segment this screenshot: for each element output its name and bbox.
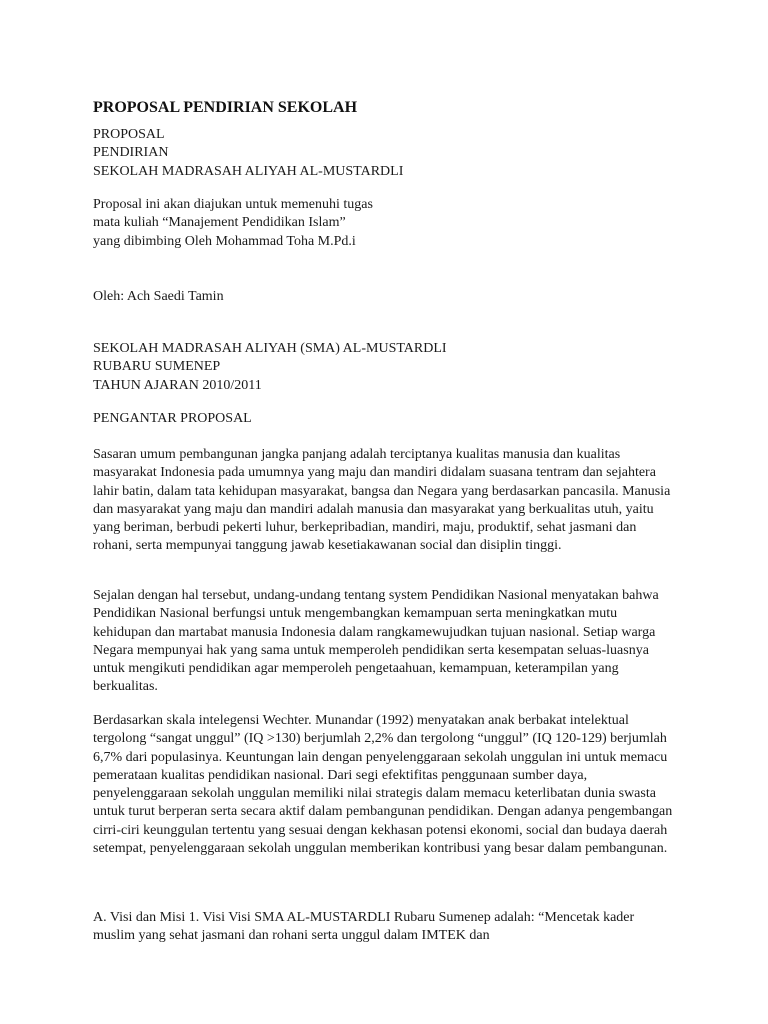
paragraph-line: Setiap warga Negara mempunyai hak yang sama untuk memperoleh pendidikan serta [93,624,656,658]
purpose-line: Proposal ini akan diajukan untuk memenuhi tugas [93,197,373,212]
institution-lines [93,340,688,395]
visi-line: 1. Visi [188,910,225,925]
paragraph-line: mutu kehidupan dan martabat manusia Indonesia dalam rangkamewujudkan tujuan nasional. [93,606,618,640]
paragraph-line: kemampuan, keterampilan yang berkualitas. [93,661,619,695]
purpose-line: mata kuliah “Manajement Pendidikan Islam” [93,215,346,231]
document-title: PROPOSAL PENDIRIAN SEKOLAH [93,99,358,116]
paragraph-line: penggunaan sumber daya, penyelenggaraan sekolah unggulan memiliki nilai strategis dalam [93,767,588,802]
paragraph-line: unggulan ini untuk memacu pemerataan kualitas pendidikan nasional. Dari segi efektifitas [93,749,668,783]
author-name: Oleh: Ach Saedi Tamin [93,289,224,304]
paragraph-intro [93,446,673,556]
cover-line: PROPOSAL [93,127,165,142]
paragraph-line: pendidikan. Dengan adanya pengembangan cirri-ciri keunggulan tertentu yang sesuai dengan [93,804,673,838]
institution-line: SEKOLAH MADRASAH ALIYAH (SMA) AL-MUSTARDLI [93,341,447,356]
institution-line: TAHUN AJARAN 2010/2011 [93,377,262,393]
paragraph-line: memacu keterlibatan dunia swasta untuk turut berperan serta secara aktif dalam pembangunan [93,786,656,820]
cover-lines [93,126,688,181]
paragraph-line: yang berkualitas utuh, yaitu yang beriman, berbudi pekerti luhur, berkepribadian, mandiri, [93,501,654,536]
section-heading-block [93,410,688,428]
cover-line: SEKOLAH MADRASAH ALIYAH AL-MUSTARDLI [93,163,404,179]
paragraph-line: 120-129) berjumlah 6,7% dari populasinya. Keuntungan lain dengan penyelenggaraan sekolah [93,731,667,765]
cover-line: PENDIRIAN [93,145,169,161]
paragraph-line: pancasila. Manusia dan masyarakat yang maju dan mandiri adalah manusia dan masyarakat [93,483,671,517]
visi-line: “Mencetak kader muslim yang sehat jasmani dan rohani serta unggul dalam IMTEK dan [93,910,635,944]
paragraph-line: Berdasarkan skala intelegensi Wechter. Munandar (1992) menyatakan anak berbakat [93,713,567,728]
purpose-lines [93,196,688,251]
purpose-line: yang dibimbing Oleh Mohammad Toha M.Pd.i [93,233,356,249]
visi-misi-section [93,909,673,946]
paragraph-line: intelektual tergolong “sangat unggul” (IQ >130) berjumlah 2,2% dan tergolong “unggul” (IQ [93,713,629,747]
paragraph-line: unggulan memberikan kontribusi yang besar dalam pembangunan. [294,841,668,857]
paragraph-line: maju, produktif, sehat jasmani dan rohani, serta mempunyai tanggung jawab kesetiakawanan [93,520,637,554]
paragraph-education-law [93,587,673,697]
paragraph-line: Sasaran umum pembangunan jangka panjang adalah terciptanya kualitas manusia dan kualitas [93,447,621,462]
paragraph-line: bahwa Pendidikan Nasional berfungsi untuk mengembangkan kemampuan serta meningkatkan [93,588,659,622]
paragraph-line: sejahtera lahir batin, dalam tata kehidupan masyarakat, bangsa dan Negara yang berdasarkan [93,465,656,499]
visi-line: Visi SMA AL-MUSTARDLI Rubaru Sumenep adalah: [228,910,535,925]
paragraph-line: social dan disiplin tinggi. [419,538,562,554]
paragraph-line: kesempatan seluas-luasnya untuk mengikuti pendidikan agar memperoleh pengetaahuan, [93,642,649,677]
institution-line: RUBARU SUMENEP [93,359,221,375]
section-heading: PENGANTAR PROPOSAL [93,411,252,426]
paragraph-line: Sejalan dengan hal tersebut, undang-undang tentang system Pendidikan Nasional menyatakan [93,588,619,603]
paragraph-line: masyarakat Indonesia pada umumnya yang maju dan mandiri didalam suasana tentram dan [93,465,603,481]
visi-line: A. Visi dan Misi [93,910,186,925]
author-line [93,288,688,306]
paragraph-line: kekhasan potensi ekonomi, social dan budaya daerah setempat, penyelenggaraan sekolah [93,822,668,857]
paragraph-intelligence [93,712,673,858]
